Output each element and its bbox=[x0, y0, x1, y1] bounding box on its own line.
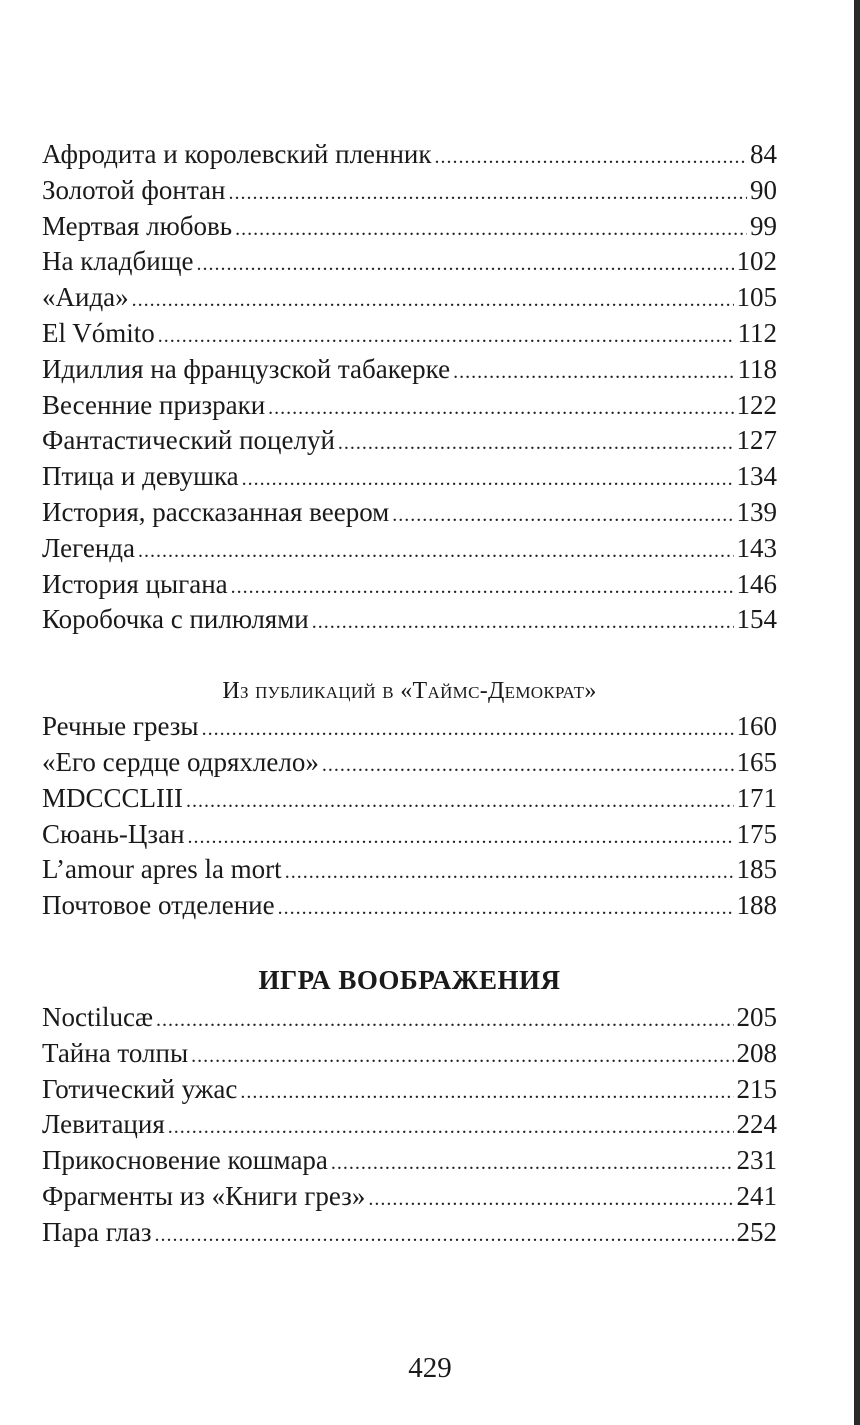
toc-entry bbox=[42, 531, 777, 567]
toc-entry-page: 143 bbox=[736, 532, 777, 563]
toc-entry bbox=[42, 709, 777, 745]
toc-entry-page: 139 bbox=[736, 496, 777, 527]
section-subheading: Из публикаций в «Таймс-Демократ» bbox=[222, 678, 597, 705]
toc-entry-title: Весенние призраки bbox=[42, 389, 266, 420]
toc-entry-page: 188 bbox=[736, 890, 777, 921]
toc-section-3 bbox=[42, 1000, 777, 1251]
toc-entry-title: Noctilucæ bbox=[42, 1001, 153, 1032]
toc-entry-title: История, рассказанная веером bbox=[42, 496, 390, 527]
dot-leader bbox=[322, 748, 734, 784]
toc-entry-page: 171 bbox=[736, 782, 777, 813]
toc-entry-title: Левитация bbox=[42, 1109, 165, 1140]
toc-entry bbox=[42, 567, 777, 603]
dot-leader bbox=[138, 534, 734, 570]
toc-entry-title: «Его сердце одряхлело» bbox=[42, 746, 319, 777]
toc-entry bbox=[42, 852, 777, 888]
toc-entry-page: 134 bbox=[736, 461, 777, 492]
toc-entry-page: 102 bbox=[736, 246, 777, 277]
toc-entry-page: 160 bbox=[736, 711, 777, 742]
dot-leader bbox=[235, 212, 747, 248]
dot-leader bbox=[368, 1182, 733, 1218]
toc-entry-title: MDCCCLIII bbox=[42, 782, 183, 813]
toc-entry bbox=[42, 745, 777, 781]
toc-entry-page: 99 bbox=[750, 210, 777, 241]
toc-entry bbox=[42, 173, 777, 209]
toc-entry-title: Легенда bbox=[42, 532, 135, 563]
dot-leader bbox=[132, 283, 734, 319]
toc-entry-page: 215 bbox=[736, 1073, 777, 1104]
toc-entry bbox=[42, 781, 777, 817]
toc-entry-page: 252 bbox=[736, 1216, 777, 1247]
toc-entry-title: Почтовое отделение bbox=[42, 890, 275, 921]
dot-leader bbox=[392, 498, 733, 534]
toc-entry-page: 127 bbox=[736, 425, 777, 456]
dot-leader bbox=[312, 605, 734, 641]
table-of-contents bbox=[42, 137, 777, 1251]
dot-leader bbox=[338, 426, 734, 462]
toc-entry-page: 205 bbox=[736, 1001, 777, 1032]
toc-entry bbox=[42, 602, 777, 638]
page-number: 429 bbox=[408, 1352, 452, 1384]
toc-entry bbox=[42, 495, 777, 531]
dot-leader bbox=[240, 1075, 733, 1111]
toc-entry-title: Идиллия на французской табакерке bbox=[42, 353, 451, 384]
toc-entry bbox=[42, 1000, 777, 1036]
dot-leader bbox=[285, 855, 734, 891]
toc-entry-page: 90 bbox=[750, 174, 777, 205]
toc-entry-title: El Vómito bbox=[42, 317, 155, 348]
dot-leader bbox=[156, 1003, 734, 1039]
toc-entry bbox=[42, 388, 777, 424]
toc-entry-page: 224 bbox=[736, 1109, 777, 1140]
toc-entry-page: 118 bbox=[737, 353, 777, 384]
toc-entry-title: Сюань-Цзан bbox=[42, 818, 185, 849]
toc-entry bbox=[42, 817, 777, 853]
toc-section-2 bbox=[42, 709, 777, 924]
toc-entry bbox=[42, 1107, 777, 1143]
toc-entry-title: Фрагменты из «Книги грез» bbox=[42, 1180, 366, 1211]
toc-entry-title: На кладбище bbox=[42, 246, 194, 277]
dot-leader bbox=[158, 319, 735, 355]
toc-entry-page: 146 bbox=[736, 568, 777, 599]
toc-entry-title: Золотой фонтан bbox=[42, 174, 226, 205]
toc-entry-page: 112 bbox=[737, 317, 777, 348]
toc-entry bbox=[42, 1143, 777, 1179]
toc-entry-title: Афродита и королевский пленник bbox=[42, 139, 432, 169]
toc-entry bbox=[42, 1036, 777, 1072]
toc-entry-title: Мертвая любовь bbox=[42, 210, 233, 241]
toc-entry bbox=[42, 1072, 777, 1108]
toc-section-1 bbox=[42, 137, 777, 638]
dot-leader bbox=[242, 462, 734, 498]
toc-entry-page: 105 bbox=[736, 282, 777, 313]
toc-entry bbox=[42, 352, 777, 388]
dot-leader bbox=[453, 355, 734, 391]
toc-entry bbox=[42, 888, 777, 924]
toc-entry-page: 154 bbox=[736, 604, 777, 635]
dot-leader bbox=[268, 391, 733, 427]
dot-leader bbox=[228, 176, 747, 212]
toc-entry-page: 185 bbox=[736, 854, 777, 885]
toc-entry-page: 175 bbox=[736, 818, 777, 849]
toc-entry-page: 122 bbox=[736, 389, 777, 420]
toc-entry-page: 165 bbox=[736, 746, 777, 777]
section-heading: ИГРА ВООБРАЖЕНИЯ bbox=[258, 964, 561, 995]
page-edge bbox=[854, 0, 860, 1425]
dot-leader bbox=[278, 891, 734, 927]
dot-leader bbox=[191, 1039, 733, 1075]
toc-entry bbox=[42, 280, 777, 316]
toc-entry-title: Готический ужас bbox=[42, 1073, 238, 1104]
dot-leader bbox=[197, 247, 734, 283]
toc-entry-page: 84 bbox=[750, 139, 777, 169]
toc-entry-title: Фантастический поцелуй bbox=[42, 425, 335, 456]
toc-entry-page: 231 bbox=[736, 1145, 777, 1176]
toc-entry-title: Прикосновение кошмара bbox=[42, 1145, 328, 1176]
toc-entry-title: Птица и девушка bbox=[42, 461, 239, 492]
toc-entry-page: 208 bbox=[736, 1037, 777, 1068]
dot-leader bbox=[435, 140, 748, 176]
toc-entry-title: Пара глаз bbox=[42, 1216, 152, 1247]
toc-entry bbox=[42, 459, 777, 495]
toc-entry-title: Речные грезы bbox=[42, 711, 199, 742]
toc-entry-title: L’amour apres la mort bbox=[42, 854, 282, 885]
toc-entry-title: «Аида» bbox=[42, 282, 129, 313]
toc-entry-page: 241 bbox=[736, 1180, 777, 1211]
toc-entry bbox=[42, 244, 777, 280]
dot-leader bbox=[331, 1146, 734, 1182]
dot-leader bbox=[155, 1218, 734, 1254]
toc-entry bbox=[42, 137, 777, 173]
toc-entry bbox=[42, 1215, 777, 1251]
toc-entry-title: История цыгана bbox=[42, 568, 228, 599]
toc-entry bbox=[42, 423, 777, 459]
dot-leader bbox=[231, 570, 734, 606]
toc-entry-title: Тайна толпы bbox=[42, 1037, 189, 1068]
toc-entry bbox=[42, 316, 777, 352]
dot-leader bbox=[168, 1110, 734, 1146]
dot-leader bbox=[188, 820, 734, 856]
dot-leader bbox=[202, 712, 734, 748]
toc-entry-title: Коробочка с пилюлями bbox=[42, 604, 309, 635]
toc-entry bbox=[42, 209, 777, 245]
toc-entry bbox=[42, 1179, 777, 1215]
dot-leader bbox=[186, 784, 734, 820]
